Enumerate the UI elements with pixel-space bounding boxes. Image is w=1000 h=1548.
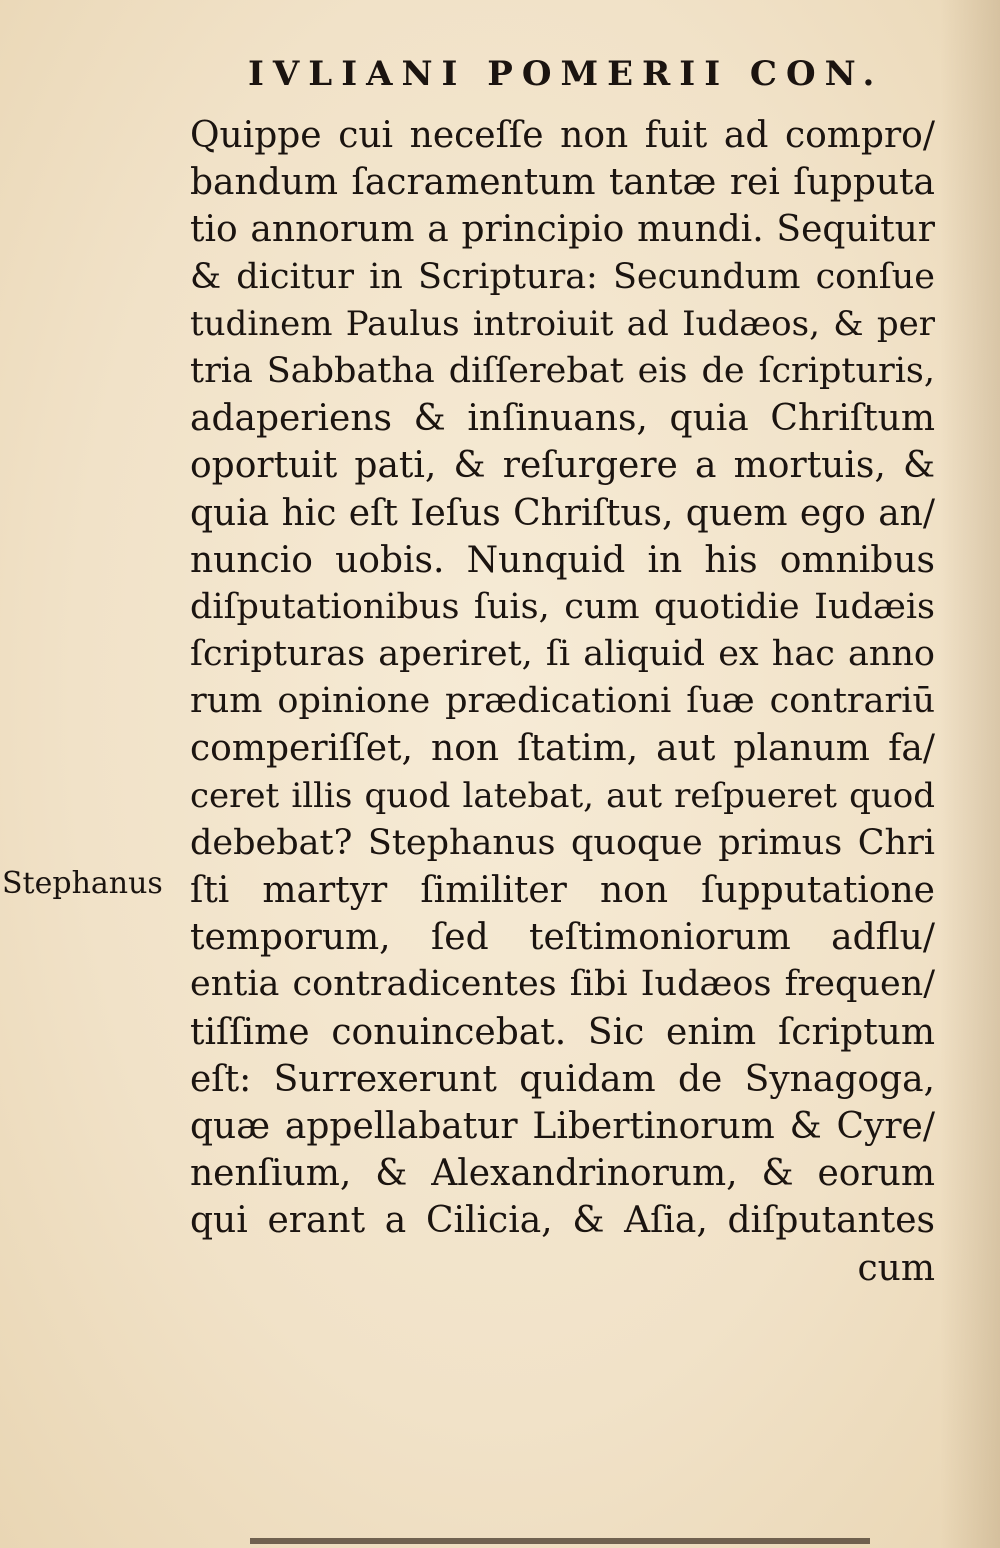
text-line: ſti martyr ſimiliter non ſupputatione <box>190 870 935 911</box>
text-line: oportuit pati, & reſurgere a mortuis, & <box>190 445 935 487</box>
text-line: diſputationibus ſuis, cum quotidie Iudæis <box>190 586 935 627</box>
text-line: ſcripturas aperiret, ſi aliquid ex hac anno <box>190 634 935 675</box>
text-line: & dicitur in Scriptura: Secundum conſue <box>190 256 935 297</box>
text-line: entia contradicentes ſibi Iudæos frequen/ <box>190 964 935 1005</box>
text-line: eſt: Surrexerunt quidam de Synagoga, <box>190 1058 935 1100</box>
text-line: temporum, ſed teſtimoniorum adflu/ <box>190 917 935 959</box>
text-line: Quippe cui neceſſe non fuit ad compro/ <box>190 115 935 156</box>
text-line: adaperiens & inſinuans, quia Chriſtum <box>190 398 935 440</box>
text-line: nuncio uobis. Nunquid in his omnibus <box>190 539 935 581</box>
text-line: ceret illis quod latebat, aut reſpueret quod <box>190 775 935 816</box>
body-text <box>190 112 935 1292</box>
text-line: nenſium, & Alexandrinorum, & eorum <box>190 1153 935 1195</box>
text-line: quæ appellabatur Libertinorum & Cyre/ <box>190 1105 935 1147</box>
text-line: debebat? Stephanus quoque primus Chri <box>190 822 935 863</box>
text-line: tria Sabbatha diſſerebat eis de ſcripturis, <box>190 350 935 391</box>
catchword: cum <box>857 1247 935 1289</box>
bottom-edge-rule <box>250 1538 870 1544</box>
text-line: tiſſime conuincebat. Sic enim ſcriptum <box>190 1011 935 1053</box>
text-line: tio annorum a principio mundi. Sequitur <box>190 209 935 251</box>
text-line: tudinem Paulus introiuit ad Iudæos, & per <box>190 303 935 344</box>
text-line: qui erant a Cilicia, & Aſia, diſputantes <box>190 1200 935 1242</box>
text-line: comperiſſet, non ſtatim, aut planum fa/ <box>190 728 935 770</box>
marginal-note: Stephanus <box>2 866 163 901</box>
text-line: bandum ſacramentum tantæ rei ſupputa <box>190 162 935 204</box>
text-line: rum opinione prædicationi ſuæ contrariū <box>190 681 935 722</box>
text-line: quia hic eſt Ieſus Chriſtus, quem ego an/ <box>190 492 935 534</box>
running-head: IVLIANI POMERII CON. <box>248 54 884 94</box>
